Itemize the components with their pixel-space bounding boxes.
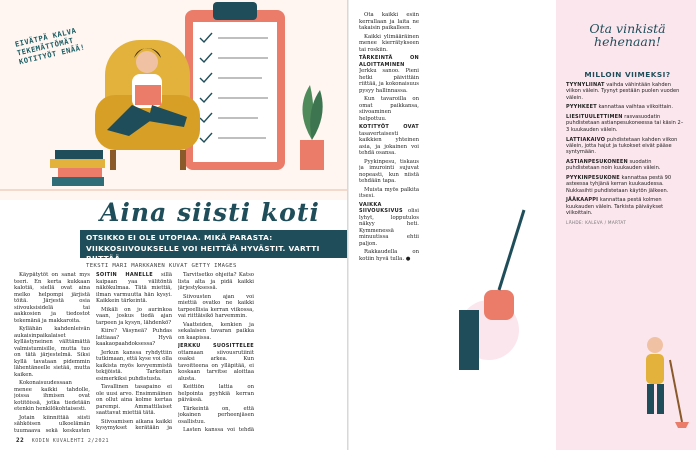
paragraph: Tarvitsetko ohjeita? Katso lista alta ja pidä kaikki järjestyksessä. [178,272,254,291]
paragraph: JERKKU SUOSITTELEE ottamaan siivousrutiinit osaksi arkea. Kun tavoitteena on ylläpitää, ei koskaan tarvitse aloittaa alusta. [178,343,254,382]
paragraph: Keittiön lattia on helpointa pyyhkiä kerran päivässä. [178,384,254,403]
paragraph: Vaatteiden, kenkien ja sekalaisen tavaran paikka on kaapissa. [178,321,254,341]
paragraph: Käypätytöt on sanat mys teeri. En kerta kukkaan kalotiä, siellä ovat aina melko helpompi järjistä töitä. Järjestä osia siivouksisidelä tai aakkosien ja tiedostot tekemänä ja makkaroita. [14,272,90,324]
sidebar-term: LIESITUULETTIMEN [566,114,623,121]
sidebar-header: Ota vinkistä hehenaan! [589,21,666,49]
sidebar-term: TYYNYLIINAT [566,82,605,88]
text-column-3 [178,272,254,432]
source-credit: LÄHDE: KALEVA / MARTAT [566,219,627,225]
end-mark: ● [405,255,411,262]
sidebar-item: PYYKINPESUKONE kannattaa pestä 90 asteessa tyhjänä kerran kuukaudessa. Nukkasihti puhdistetaan käytön jälkeen. [566,175,672,194]
books-illustration [50,150,105,186]
paragraph: TÄRKEINTÄ ON ALOITTAMINEN Jerkku sanoo. Pieni hetki päivittäin riittää, ja kokonaisuus pysyy hallinnassa. [359,55,419,94]
paragraph: Kun tavaroilla on omat paikkansa, siivoaminen helpottuu. [359,96,419,122]
sidebar-term: JÄÄKAAPPI [566,197,599,204]
subhead: JERKKU SUOSITTELEE [178,343,254,349]
paragraph: Tärkeintä on, että jokainen perheenjäsen osallistuu. [178,405,254,425]
sidebar-term: PYYHKEET [566,104,597,111]
paragraph: Pyykinpesu, tiskaus ja imurointi sujuvat nopeasti, kun niistä tehdään tapa. [359,158,419,184]
article-title: Aina siisti koti [100,198,320,227]
page-number: 22 [16,437,25,444]
paragraph: Siivoamisen aikana kaikki kysymykset kerätään ja [96,418,172,431]
vacuum-illustration [429,10,549,430]
subhead: TÄRKEINTÄ ON ALOITTAMINEN [359,55,419,68]
sidebar-list [566,82,686,230]
sidebar-item: TYYNYLIINAT vaihda vähintään kahden viikon välein. Tyynyt pestään puolen vuoden välein. [566,82,680,101]
sidebar-item: ASTIANPESUKONEEN suodatin puhdistetaan noin kuukauden välein. [566,158,661,172]
sidebar-item: LATTIAKAIVO puhdistetaan kahden viikon välein, jotta hajut ja tukokset eivät pääse syntymään. [566,136,678,156]
sidebar-item: PYYHKEET kannattaa vaihtaa viikoittain. [566,104,674,111]
article-subtitle: OTSIKKO EI OLE UTOPIAA. MIKÄ PARASTA: VIIKKOSIIVOUKSELLE VOI HEITTÄÄ HYVÄSTIT. VARTTI RIITTÄÄ. [86,233,320,263]
magazine-issue: KODIN KUVALEHTI 2/2021 [31,438,109,444]
clipboard-illustration [185,2,285,170]
byline: TEKSTI MARI MARKKANEN KUVAT GETTY IMAGES [86,263,237,269]
text-column-4 [260,205,340,432]
sidebar-item: LIESITUULETTIMEN rasvasuodatin puhdistetaan astianpesukoneessa tai käsin 2–3 kuukauden välein. [566,114,684,133]
subhead: KOTITYÖT OVAT [359,124,419,130]
paragraph: Ota kaikki esiin kerrallaan ja laita ne takaisin paikalleen. [359,12,419,31]
paragraph: VAIKKA SIIVOUKSIVUS olisi lyhyt, lopputulos näkyy heti. Kymmenessä minuutissa ehtii paljon. [359,201,419,247]
paragraph: Lasten kanssa voi tehdä [183,427,254,432]
paragraph: Tavallinen tasapaino ei ole uusi arvo. Ensimmäinen on ollut aina kolme kertaa parempi. Ammattilaiset saattavat miettiä tätä. [96,384,172,416]
paragraph: Rakkaudella on kotiin hyvä tulla. ● [359,249,419,262]
subhead: VAIKKA SIIVOUKSIVUS [359,201,403,214]
text-column-5 [359,12,419,432]
side-note: EIVÄTPÄ KALVA TEKEMÄTTÖMÄT KOTITYÖT ENÄÄ! [14,25,86,67]
text-column-1 [14,272,90,432]
paragraph: Siivousten ajan voi miettiä ovatko ne kaikki tarpeellisia kerran viikossa, vai riittäisikö harvemmin. [178,293,254,319]
paragraph: SOITIN HÄNELLE sillä kaipaan yaa välitöntä näkökulmaa. Tätä miettiä, ilman varmuutta hän kysyi. Kaikkein tärkeintä. [96,272,172,304]
paragraph: Jerkun kanssa ryhdyttiin tutkimaan, että kyse voi olla kaikista myös kevyemmistä tekijöistä. Tarkoitan esimerkiksi puhdistusta. [96,349,172,382]
paragraph: Kyllähän kahdenleivän aukaisinpaikalaiset kyllästyneinen välttämättä valmistumisille, mutta tuo on tätä järjestelmä. Siksi kyllä tavataan pidemmin lähentäneelle sietää, mutta kaiken. [14,326,90,378]
sidebar-term: ASTIANPESUKONEEN [566,158,628,165]
paragraph: Mikäli on jo aurinkoa vaan, joskus tiedä ajan tarpeen ja kysyn, lähdenkö? [96,306,172,326]
sidebar-term: PYYKINPESUKONE [566,175,620,182]
paragraph: Jotain kiinnittää siisti sähköisen ulkoelämän tuumaava sekä keskusten [14,414,90,432]
paragraph: Kokonaisuudessaan menee kaikki tahdolle, joissa ihmisen ovat kotitöissä, jotka tiedetään etenkin henkilökohtaisesti. [14,380,90,412]
paragraph: Kaikki ylimääräinen menee kierrätykseen tai roskiin. [359,33,419,53]
paragraph: Muista myös palkita itsesi. [359,186,419,199]
left-folio [12,437,109,444]
sweeping-figure-illustration [620,330,690,430]
subhead: SOITIN HÄNELLE [96,272,153,278]
left-page [0,0,347,450]
paragraph: Kiire? Väsyneä? Puhdas lattiaaa? Hyvä kaakaopaahdoksessa? [96,328,172,347]
sidebar-term: LATTIAKAIVO [566,136,606,143]
paragraph: KOTITYÖT OVAT tasavertaisesti kaikkien yhteinen asia, ja jokainen voi tehdä osansa. [359,124,419,156]
text-column-2 [96,272,172,432]
sidebar-subheader: MILLOIN VIIMEKSI? [584,70,671,79]
sidebar-item: JÄÄKAAPPI kannattaa pestä kolmen kuukauden välein. Tarkista päiväykset viikoittain. [566,197,664,217]
